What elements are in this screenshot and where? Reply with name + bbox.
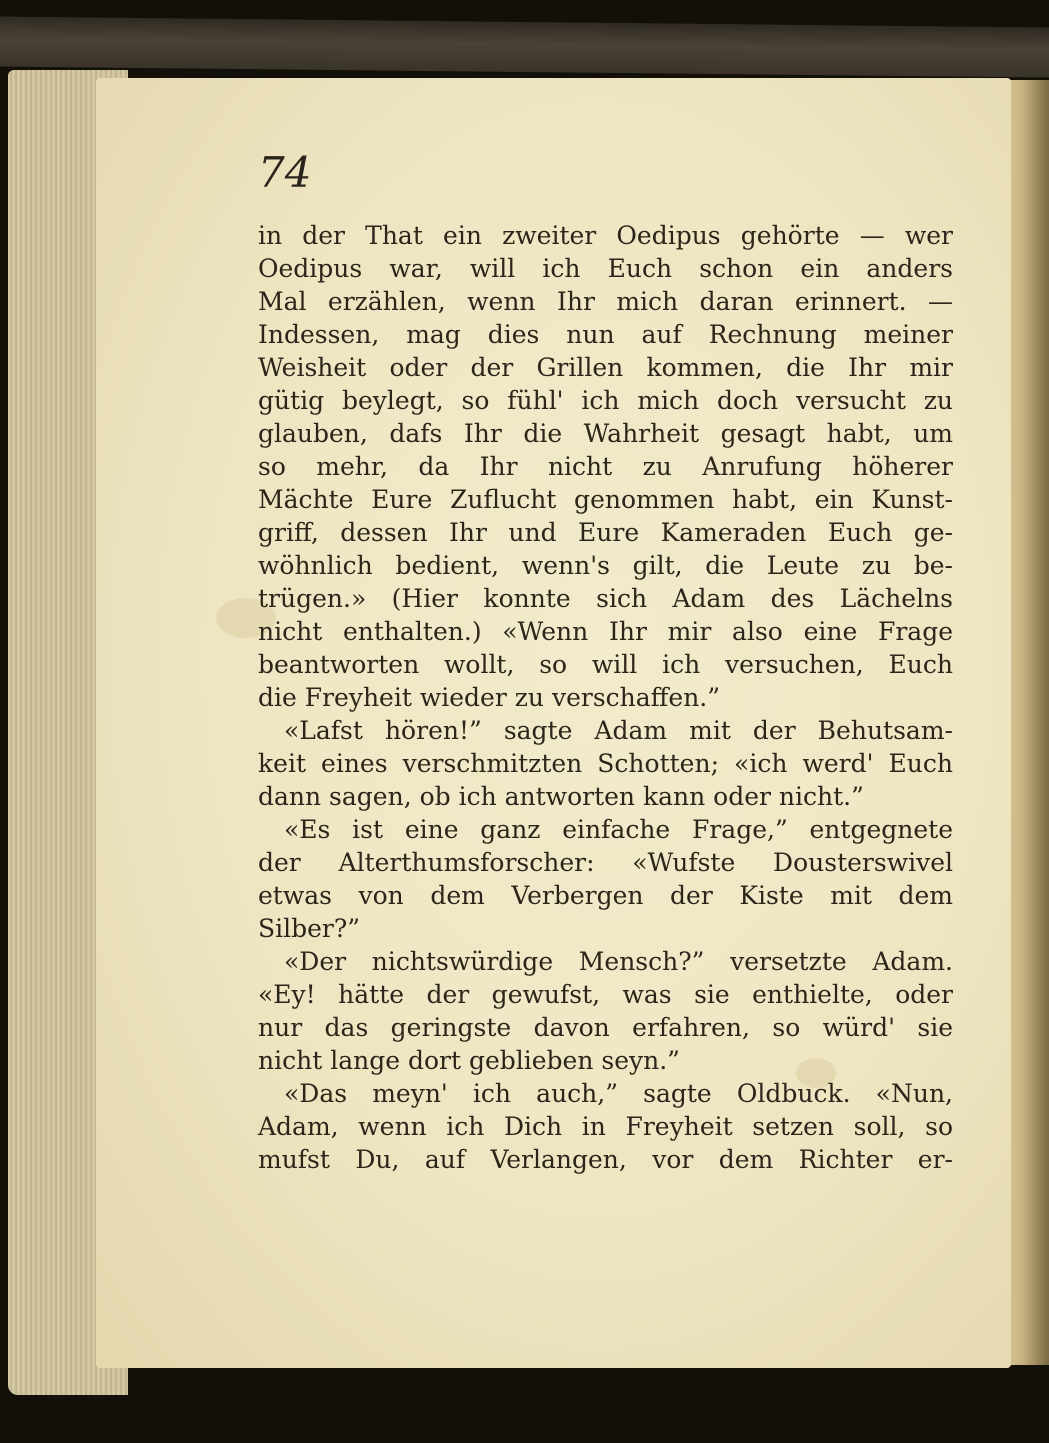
- text-line: der Alterthumsforscher: «Wufste Dousterswivel: [258, 848, 953, 877]
- text-line: griff, dessen Ihr und Eure Kameraden Euch ge-: [258, 518, 953, 547]
- text-line: so mehr, da Ihr nicht zu Anrufung höherer: [258, 452, 953, 481]
- text-line: beantworten wollt, so will ich versuchen, Euch: [258, 650, 953, 679]
- text-line: in der That ein zweiter Oedipus gehörte — wer: [258, 221, 953, 250]
- text-line: Indessen, mag dies nun auf Rechnung meiner: [258, 320, 953, 349]
- text-line: nicht enthalten.) «Wenn Ihr mir also eine Frage: [258, 617, 953, 646]
- text-line: Mal erzählen, wenn Ihr mich daran erinnert. —: [258, 287, 953, 316]
- text-line: etwas von dem Verbergen der Kiste mit dem: [258, 881, 953, 910]
- text-line: mufst Du, auf Verlangen, vor dem Richter er-: [258, 1145, 953, 1174]
- text-line: gütig beylegt, so fühl' ich mich doch versucht zu: [258, 386, 953, 415]
- page-number: 74: [258, 148, 312, 197]
- text-line: Adam, wenn ich Dich in Freyheit setzen soll, so: [258, 1112, 953, 1141]
- text-line: Silber?”: [258, 914, 361, 943]
- text-line: wöhnlich bedient, wenn's gilt, die Leute zu be-: [258, 551, 953, 580]
- text-line: Weisheit oder der Grillen kommen, die Ihr mir: [258, 353, 953, 382]
- text-line: «Lafst hören!” sagte Adam mit der Behutsam-: [284, 716, 953, 745]
- text-line: trügen.» (Hier konnte sich Adam des Lächelns: [258, 584, 953, 613]
- text-line: «Es ist eine ganz einfache Frage,” entgegnete: [284, 815, 953, 844]
- text-line: Oedipus war, will ich Euch schon ein anders: [258, 254, 953, 283]
- text-line: keit eines verschmitzten Schotten; «ich werd' Euch: [258, 749, 953, 778]
- text-line: «Das meyn' ich auch,” sagte Oldbuck. «Nun,: [284, 1079, 953, 1108]
- text-line: nur das geringste davon erfahren, so würd' sie: [258, 1013, 953, 1042]
- text-line: «Ey! hätte der gewufst, was sie enthielte, oder: [258, 980, 953, 1009]
- text-line: dann sagen, ob ich antworten kann oder nicht.”: [258, 782, 864, 811]
- text-line: glauben, dafs Ihr die Wahrheit gesagt habt, um: [258, 419, 953, 448]
- text-line: die Freyheit wieder zu verschaffen.”: [258, 683, 721, 712]
- body-text: [258, 219, 953, 1176]
- text-line: nicht lange dort geblieben seyn.”: [258, 1046, 680, 1075]
- book-cover-top: [0, 17, 1049, 78]
- text-line: Mächte Eure Zuflucht genommen habt, ein Kunst-: [258, 485, 953, 514]
- text-line: «Der nichtswürdige Mensch?” versetzte Adam.: [284, 947, 953, 976]
